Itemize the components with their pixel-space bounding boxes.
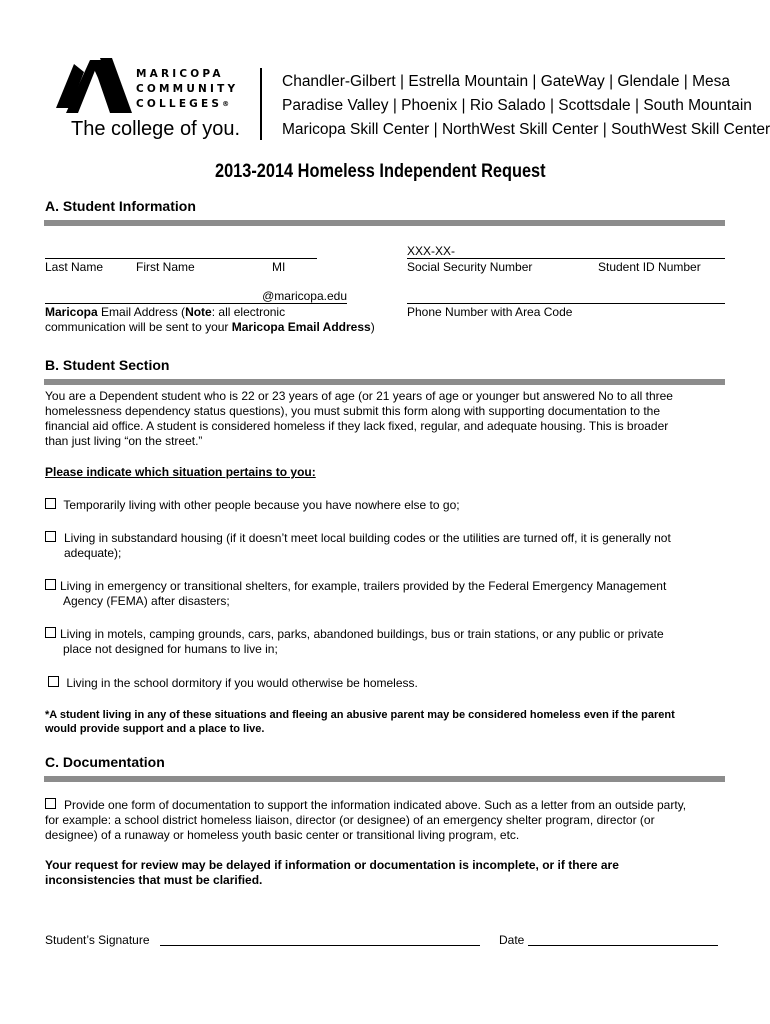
header-divider — [260, 68, 262, 140]
checkbox[interactable] — [45, 531, 56, 542]
email-label: Maricopa Email Address (Note: all electronic — [45, 305, 286, 319]
phone-label: Phone Number with Area Code — [407, 305, 573, 319]
name-field[interactable] — [45, 244, 317, 259]
ssn-label: Social Security Number — [407, 260, 533, 274]
date-field[interactable] — [528, 931, 718, 946]
checkbox[interactable] — [45, 627, 56, 638]
section-a-heading: A. Student Information — [45, 198, 196, 214]
option-substandard-housing[interactable]: Living in substandard housing (if it doesn’t meet local building codes or the utilities are turned off, it is generally not adequate); — [45, 531, 671, 561]
checkbox[interactable] — [45, 798, 56, 809]
college-row-1: Chandler-Gilbert | Estrella Mountain | GateWay | Glendale | Mesa — [282, 73, 731, 90]
abuse-note: *A student living in any of these situations and fleeing an abusive parent may be considered homeless even if the parent would provide support and a place to live. — [45, 709, 675, 735]
checkbox[interactable] — [45, 498, 56, 509]
email-suffix: @maricopa.edu — [262, 289, 347, 303]
email-note: communication will be sent to your Maricopa Email Address) — [45, 320, 375, 334]
maricopa-logo-mark — [56, 58, 132, 120]
section-a-bar — [44, 220, 725, 226]
email-field[interactable] — [45, 289, 347, 304]
documentation-option[interactable]: Provide one form of documentation to support the information indicated above. Such as a letter from an outside party, for example: a school district homeless liaison, director (or designee) of an emergency shelter program, director (or designee) of a runaway or homeless youth basic center or transitional living program, etc. — [45, 798, 687, 842]
tagline: The college of you. — [71, 118, 240, 140]
college-row-2: Paradise Valley | Phoenix | Rio Salado | Scottsdale | South Mountain — [282, 97, 752, 114]
date-label: Date — [499, 933, 525, 947]
logo-line-1: MARICOPA — [136, 68, 224, 80]
college-list — [282, 70, 770, 142]
situation-prompt: Please indicate which situation pertains to you: — [45, 465, 316, 479]
section-c-bar — [44, 776, 725, 782]
delay-warning: Your request for review may be delayed if information or documentation is incomplete, or if there are inconsistencies that must be clarified. — [45, 858, 619, 887]
logo-line-3: COLLEGES® — [136, 98, 230, 110]
logo-line-2: COMMUNITY — [136, 83, 239, 95]
option-temporarily-living[interactable]: Temporarily living with other people because you have nowhere else to go; — [45, 498, 460, 513]
mi-label: MI — [272, 260, 286, 274]
phone-field[interactable] — [407, 289, 725, 304]
option-school-dormitory[interactable]: Living in the school dormitory if you would otherwise be homeless. — [48, 676, 418, 691]
signature-field[interactable] — [160, 931, 480, 946]
option-motels-camping[interactable]: Living in motels, camping grounds, cars, parks, abandoned buildings, bus or train stations, or any public or private place not designed for humans to live in; — [45, 627, 664, 657]
last-name-label: Last Name — [45, 260, 104, 274]
section-b-bar — [44, 379, 725, 385]
section-b-intro: You are a Dependent student who is 22 or 23 years of age (or 21 years of age or younger but answered No to all three homelessness dependency status questions), you must submit this form along with supporting documentation to the financial aid office. A student is considered homeless if they lack fixed, regular, and adequate housing. This is broader than just living “on the street.” — [45, 389, 673, 448]
student-id-label: Student ID Number — [598, 260, 701, 274]
section-c-heading: C. Documentation — [45, 754, 165, 770]
logo-wordmark — [136, 67, 238, 112]
first-name-label: First Name — [136, 260, 195, 274]
checkbox[interactable] — [48, 676, 59, 687]
college-row-3: Maricopa Skill Center | NorthWest Skill Center | SouthWest Skill Center — [282, 121, 770, 138]
form-title: 2013-2014 Homeless Independent Request — [215, 161, 546, 182]
ssn-prefix: XXX-XX- — [407, 244, 456, 258]
section-b-heading: B. Student Section — [45, 357, 170, 373]
signature-label: Student’s Signature — [45, 933, 150, 947]
checkbox[interactable] — [45, 579, 56, 590]
option-emergency-shelter[interactable]: Living in emergency or transitional shelters, for example, trailers provided by the Federal Emergency Management Agency (FEMA) after disasters; — [45, 579, 666, 609]
ssn-field[interactable] — [407, 244, 725, 259]
